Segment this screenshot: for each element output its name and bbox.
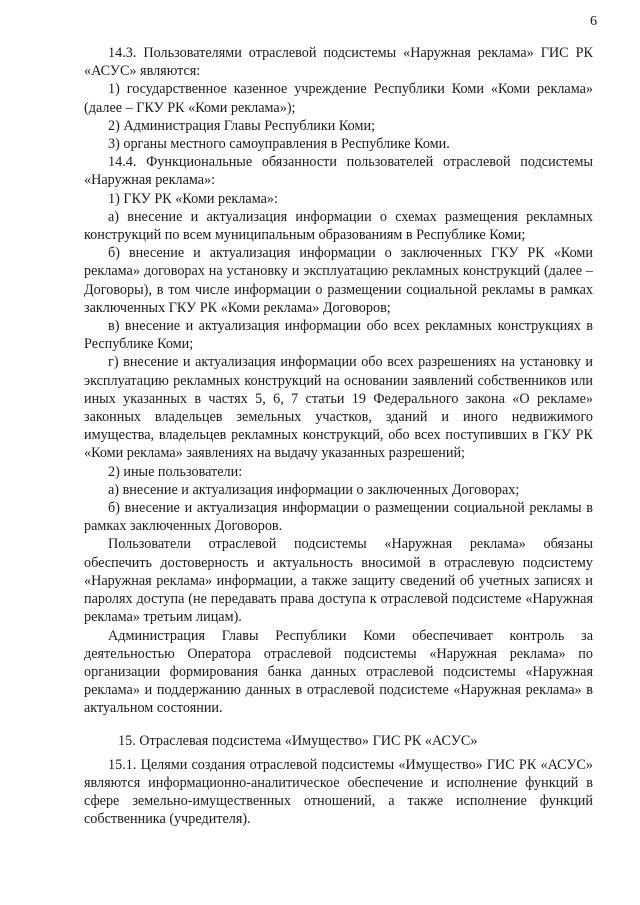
users-obligations-paragraph: Пользователи отраслевой подсистемы «Наружная реклама» обязаны обеспечить достоверность и актуальность вносимой в отраслевую подсистему «Наружная реклама» информации, а также защиту сведений об учетных записях и паролях доступа (не передавать права доступа к отраслевой подсистеме «Наружная реклама» третьим лицам). bbox=[84, 536, 593, 626]
subheading-other-users: 2) иные пользователи: bbox=[108, 463, 243, 480]
list-item-2: 2) Администрация Главы Республики Коми; bbox=[108, 117, 376, 134]
subheading-gku: 1) ГКУ РК «Коми реклама»: bbox=[108, 190, 278, 207]
paragraph-14-3: 14.3. Пользователями отраслевой подсистемы «Наружная реклама» ГИС РК «АСУС» являются: bbox=[84, 45, 593, 80]
list-item-3: 3) органы местного самоуправления в Республике Коми. bbox=[108, 136, 450, 153]
duty-v: в) внесение и актуализация информации обо всех рекламных конструкциях в Республике Коми; bbox=[84, 318, 593, 353]
other-duty-b: б) внесение и актуализация информации о размещении социальной рекламы в рамках заключенных Договоров. bbox=[84, 500, 593, 535]
document-body bbox=[84, 44, 593, 829]
list-item-1: 1) государственное казенное учреждение Республики Коми «Коми реклама» (далее – ГКУ РК «Коми реклама»); bbox=[84, 81, 593, 116]
section-15-heading: 15. Отраслевая подсистема «Имущество» ГИС РК «АСУС» bbox=[118, 732, 478, 749]
duty-g: г) внесение и актуализация информации обо всех разрешениях на установку и эксплуатацию рекламных конструкций на основании заявлений собственников или иных указанных в частях 5, 6, 7 статьи 19 Федерального закона «О рекламе» законных владельцев земельных участков, зданий и иного недвижимого имущества, владельцев рекламных конструкций, обо всех поступивших в ГКУ РК «Коми реклама» заявлениях на выдачу указанных разрешений; bbox=[84, 354, 593, 462]
paragraph-14-4: 14.4. Функциональные обязанности пользователей отраслевой подсистемы «Наружная реклама»: bbox=[84, 154, 593, 189]
page-number: 6 bbox=[590, 14, 597, 29]
duty-a: а) внесение и актуализация информации о схемах размещения рекламных конструкций по всем муниципальным образованиям в Республике Коми; bbox=[84, 208, 593, 244]
other-duty-a: а) внесение и актуализация информации о заключенных Договорах; bbox=[108, 481, 520, 498]
duty-b: б) внесение и актуализация информации о заключенных ГКУ РК «Коми реклама» договорах на установку и эксплуатацию рекламных конструкций (далее – Договоры), в том числе информации о размещении социальной рекламы в рамках заключенных ГКУ РК «Коми реклама» Договоров; bbox=[84, 245, 593, 316]
administration-control-paragraph: Администрация Главы Республики Коми обеспечивает контроль за деятельностью Оператора отраслевой подсистемы «Наружная реклама» по организации формирования банка данных отраслевой подсистемы «Наружная реклама» и поддержанию данных в отраслевой подсистеме «Наружная реклама» в актуальном состоянии. bbox=[84, 627, 593, 717]
paragraph-15-1: 15.1. Целями создания отраслевой подсистемы «Имущество» ГИС РК «АСУС» являются информационно-аналитическое обеспечение и исполнение функций в сфере земельно-имущественных отношений, а также исполнение функций собственника (учредителя). bbox=[84, 756, 593, 828]
